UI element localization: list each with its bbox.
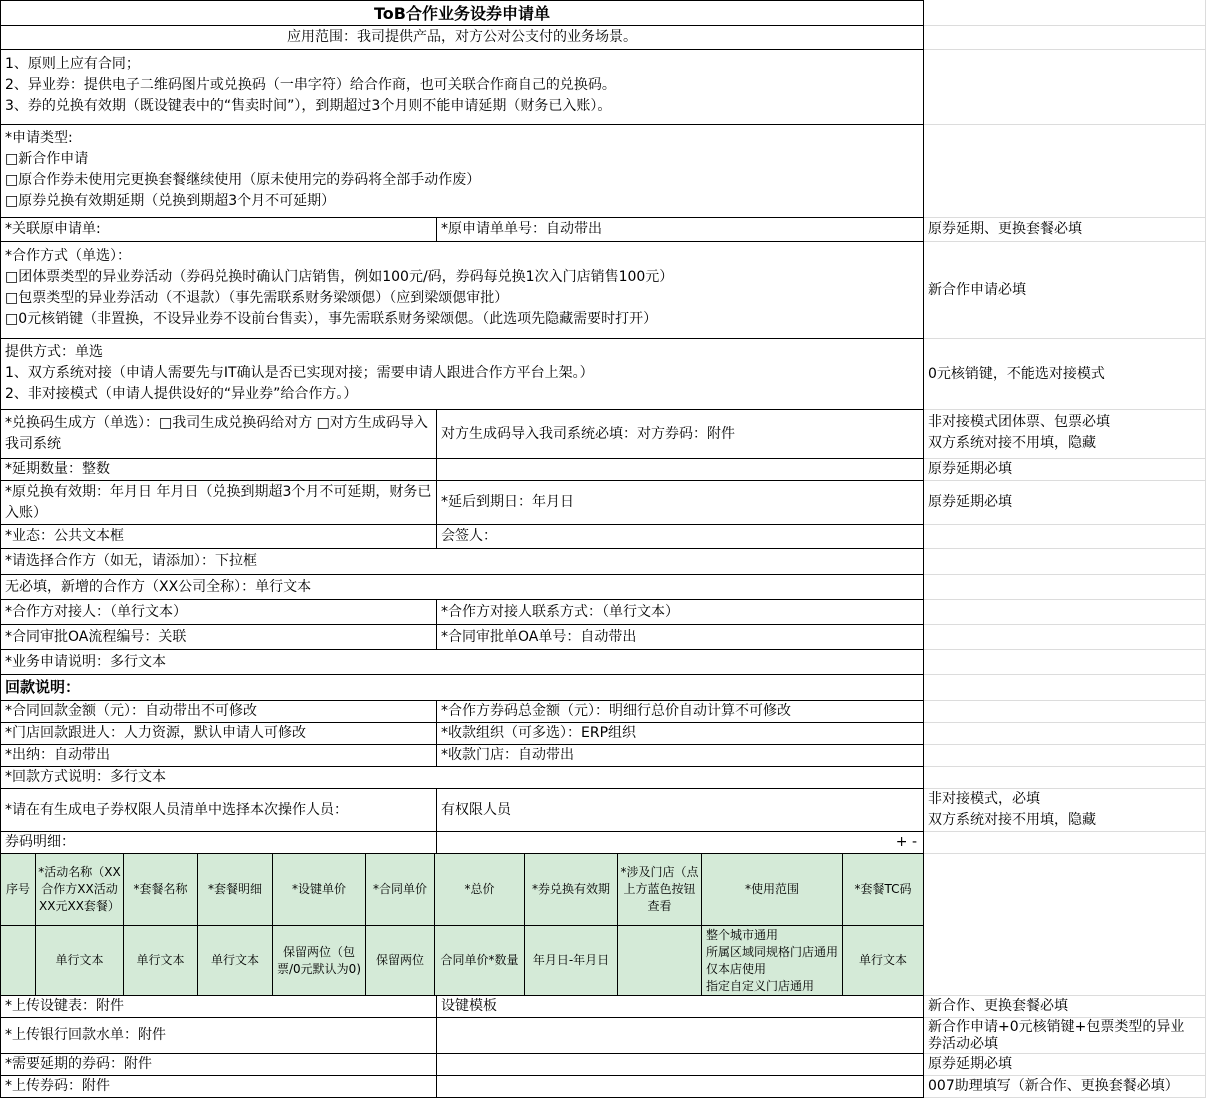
new-partner-row (0, 575, 1206, 600)
table-cell[interactable]: 年月日-年月日 (525, 926, 618, 996)
coop-mode-label: *合作方式（单选）： (5, 248, 131, 264)
usage-scope-option[interactable]: 仅本店使用 (706, 961, 767, 976)
contact-row (0, 600, 1206, 625)
note-cell-empty (924, 701, 1206, 723)
contract-payback-amount: *合同回款金额（元）：自动带出不可修改 (0, 701, 437, 723)
original-number-field: *原申请单单号：自动带出 (437, 218, 924, 242)
note-cell-empty (924, 26, 1206, 50)
scope-text: 应用范围：我司提供产品，对方公对公支付的业务场景。 (0, 26, 924, 50)
note-cell-empty (924, 767, 1206, 789)
upload-bank-row (0, 1018, 1206, 1054)
contract-oa-number-field: *合同审批单OA单号：自动带出 (437, 625, 924, 650)
table-cell[interactable]: 保留两位 (366, 926, 435, 996)
title-row (0, 0, 1206, 26)
rule-item: 1、原则上应有合同； (5, 56, 140, 72)
provide-mode-label: 提供方式：单选 (5, 344, 103, 360)
extend-codes-note: 原券延期必填 (924, 1054, 1206, 1076)
payback-title-row (0, 675, 1206, 701)
note-cell-empty (924, 650, 1206, 675)
scope-row (0, 26, 1206, 50)
note-cell-empty (924, 525, 1206, 549)
orig-valid-row (0, 481, 1206, 525)
extend-codes-row (0, 1054, 1206, 1076)
note-line: 双方系统对接不用填，隐藏 (928, 435, 1096, 451)
note-line: 非对接模式，必填 (928, 791, 1040, 807)
partner-code-upload[interactable]: 对方生成码导入我司系统必填：对方券码：附件 (437, 410, 924, 459)
upload-key-row (0, 996, 1206, 1018)
related-original-field[interactable]: *关联原申请单: (0, 218, 437, 242)
table-header: *券兑换有效期 (525, 854, 618, 926)
table-cell: 合同单价*数量 (435, 926, 525, 996)
orig-valid-field[interactable]: *原兑换有效期：年月日 年月日（兑换到期超3个月不可延期，财务已入账） (0, 481, 437, 525)
contract-oa-field[interactable]: *合同审批OA流程编号：关联 (0, 625, 437, 650)
rule-item: 2、异业券：提供电子二维码图片或兑换码（一串字符）给合作商，也可关联合作商自己的兑换码。 (5, 77, 616, 93)
checkbox-new-cooperation[interactable]: □新合作申请 (5, 151, 89, 167)
checkbox-zero-verify[interactable]: □0元核销键（非置换，不设异业券不设前台售卖），事先需联系财务梁颂偲。（此选项先隐藏需要时打开） (5, 311, 658, 327)
rules-list (0, 50, 924, 125)
operator-row (0, 789, 1206, 832)
authorized-person-field[interactable]: 有权限人员 (437, 789, 924, 832)
note-line: 非对接模式团体票、包票必填 (928, 414, 1110, 430)
note-line: 券活动必填 (928, 1036, 998, 1052)
table-cell[interactable]: 单行文本 (198, 926, 273, 996)
checkbox-group-ticket[interactable]: □团体票类型的异业券活动（券码兑换时确认门店销售，例如100元/码，券码每兑换1次入门店销售100元） (5, 269, 674, 285)
store-follow-row (0, 723, 1206, 745)
payback-desc-field[interactable]: *回款方式说明：多行文本 (0, 767, 924, 789)
payback-desc-row (0, 767, 1206, 789)
table-header: 序号 (0, 854, 36, 926)
provide-mode-option[interactable]: 1、双方系统对接（申请人需要先与IT确认是否已实现对接；需要申请人跟进合作方平台上架。） (5, 365, 594, 381)
upload-bank-slip[interactable]: *上传银行回款水单：附件 (0, 1018, 437, 1054)
extend-qty-field[interactable]: *延期数量：整数 (0, 459, 437, 481)
orig-valid-note: 原券延期必填 (924, 481, 1206, 525)
note-cell-empty (924, 600, 1206, 625)
cashier-row (0, 745, 1206, 767)
key-template-link[interactable]: 设键模板 (437, 996, 924, 1018)
note-cell-empty (924, 723, 1206, 745)
payback-section-title: 回款说明： (0, 675, 924, 701)
store-follow-field[interactable]: *门店回款跟进人：人力资源，默认申请人可修改 (0, 723, 437, 745)
business-row (0, 525, 1206, 549)
extend-qty-note: 原券延期必填 (924, 459, 1206, 481)
new-partner-field[interactable]: 无必填，新增的合作方（XX公司全称）：单行文本 (0, 575, 924, 600)
usage-scope-option[interactable]: 整个城市通用 (706, 927, 779, 942)
contract-oa-row (0, 625, 1206, 650)
provide-mode-option[interactable]: 2、非对接模式（申请人提供设好的“异业券”给合作方。） (5, 386, 358, 402)
coupon-detail-table (0, 854, 924, 996)
related-original-note: 原券延期、更换套餐必填 (924, 218, 1206, 242)
upload-codes-note: 007助理填写（新合作、更换套餐必填） (924, 1076, 1206, 1098)
receiving-store-field: *收款门店：自动带出 (437, 745, 924, 767)
biz-desc-field[interactable]: *业务申请说明：多行文本 (0, 650, 924, 675)
note-cell-empty (924, 745, 1206, 767)
provide-mode-row (0, 339, 1206, 410)
cashier-field: *出纳：自动带出 (0, 745, 437, 767)
business-type-field[interactable]: *业态：公共文本框 (0, 525, 437, 549)
note-cell-empty (924, 50, 1206, 125)
coop-mode-note: 新合作申请必填 (924, 242, 1206, 339)
related-original-row (0, 218, 1206, 242)
extend-qty-row (0, 459, 1206, 481)
coop-mode-group (0, 242, 924, 339)
extend-codes-empty (437, 1054, 924, 1076)
partner-code-total-amount: *合作方券码总金额（元）：明细行总价自动计算不可修改 (437, 701, 924, 723)
apply-type-label: *申请类型: (5, 130, 73, 146)
table-header: *套餐名称 (124, 854, 198, 926)
note-cell-empty (924, 832, 1206, 854)
table-cell[interactable]: 单行文本 (36, 926, 124, 996)
table-header: *涉及门店（点上方蓝色按钮查看 (618, 854, 702, 926)
table-header: *活动名称（XX合作方XX活动XX元XX套餐） (36, 854, 124, 926)
checkbox-package-ticket[interactable]: □包票类型的异业券活动（不退款）（事先需联系财务梁颂偲）（应到梁颂偲审批） (5, 290, 509, 306)
detail-label: 券码明细： (0, 832, 437, 854)
table-header: *使用范围 (702, 854, 843, 926)
rule-item: 3、券的兑换有效期（既设键表中的“售卖时间”），到期超过3个月则不能申请延期（财务已入账）。 (5, 98, 612, 114)
checkbox-change-package[interactable]: □原合作券未使用完更换套餐继续使用（原未使用完的券码将全部手动作废） (5, 172, 481, 188)
extend-codes-upload[interactable]: *需要延期的券码：附件 (0, 1054, 437, 1076)
extend-qty-empty (437, 459, 924, 481)
form-title: ToB合作业务设券申请单 (0, 0, 924, 26)
note-cell-empty (924, 0, 1206, 26)
code-gen-field[interactable]: *兑换码生成方（单选）：□我司生成兑换码给对方 □对方生成码导入我司系统 (0, 410, 437, 459)
note-cell-empty (924, 125, 1206, 218)
note-line: 双方系统对接不用填，隐藏 (928, 812, 1096, 828)
note-cell-empty (924, 675, 1206, 701)
operator-note (924, 789, 1206, 832)
partner-dropdown[interactable]: *请选择合作方（如无，请添加）：下拉框 (0, 549, 924, 575)
coop-mode-row (0, 242, 1206, 339)
countersigner-field[interactable]: 会签人： (437, 525, 924, 549)
note-cell-empty (924, 854, 1206, 996)
upload-codes-empty (437, 1076, 924, 1098)
code-gen-row (0, 410, 1206, 459)
provide-mode-group (0, 339, 924, 410)
receiving-org-field[interactable]: *收款组织（可多选）：ERP组织 (437, 723, 924, 745)
provide-mode-note: 0元核销键，不能选对接模式 (924, 339, 1206, 410)
checkbox-extend-validity[interactable]: □原券兑换有效期延期（兑换到期超3个月不可延期） (5, 193, 336, 209)
note-cell-empty (924, 575, 1206, 600)
operator-label: *请在有生成电子券权限人员清单中选择本次操作人员： (0, 789, 437, 832)
table-cell[interactable] (0, 926, 36, 996)
partner-contact-phone-field[interactable]: *合作方对接人联系方式：（单行文本） (437, 600, 924, 625)
biz-desc-row (0, 650, 1206, 675)
upload-codes-field[interactable]: *上传券码：附件 (0, 1076, 437, 1098)
table-header: *总价 (435, 854, 525, 926)
add-remove-row-buttons[interactable]: + - (437, 832, 924, 854)
usage-scope-option[interactable]: 指定自定义门店通用 (706, 978, 815, 993)
apply-type-group (0, 125, 924, 218)
upload-key-table[interactable]: *上传设键表：附件 (0, 996, 437, 1018)
apply-type-row (0, 125, 1206, 218)
code-gen-note (924, 410, 1206, 459)
table-header: *套餐TC码 (843, 854, 924, 926)
note-cell-empty (924, 625, 1206, 650)
table-cell[interactable]: 单行文本 (843, 926, 924, 996)
table-header: *套餐明细 (198, 854, 273, 926)
partner-contact-field[interactable]: *合作方对接人：（单行文本） (0, 600, 437, 625)
table-cell[interactable]: 保留两位（包票/0元默认为0) (273, 926, 366, 996)
detail-row (0, 832, 1206, 854)
upload-codes-row (0, 1076, 1206, 1098)
extended-due-date-field[interactable]: *延后到期日：年月日 (437, 481, 924, 525)
payback-amount-row (0, 701, 1206, 723)
usage-scope-cell[interactable] (702, 926, 843, 996)
table-cell[interactable]: 单行文本 (124, 926, 198, 996)
rules-row (0, 50, 1206, 125)
table-note-empty (924, 854, 1206, 996)
upload-bank-note (924, 1018, 1206, 1054)
table-header: *合同单价 (366, 854, 435, 926)
table-cell[interactable] (618, 926, 702, 996)
upload-key-note: 新合作、更换套餐必填 (924, 996, 1206, 1018)
upload-bank-empty (437, 1018, 924, 1054)
note-line: 新合作申请+0元核销键+包票类型的异业 (928, 1019, 1185, 1035)
usage-scope-option[interactable]: 所属区域同规格门店通用 (706, 944, 839, 959)
table-header: *设键单价 (273, 854, 366, 926)
note-cell-empty (924, 549, 1206, 575)
choose-partner-row (0, 549, 1206, 575)
